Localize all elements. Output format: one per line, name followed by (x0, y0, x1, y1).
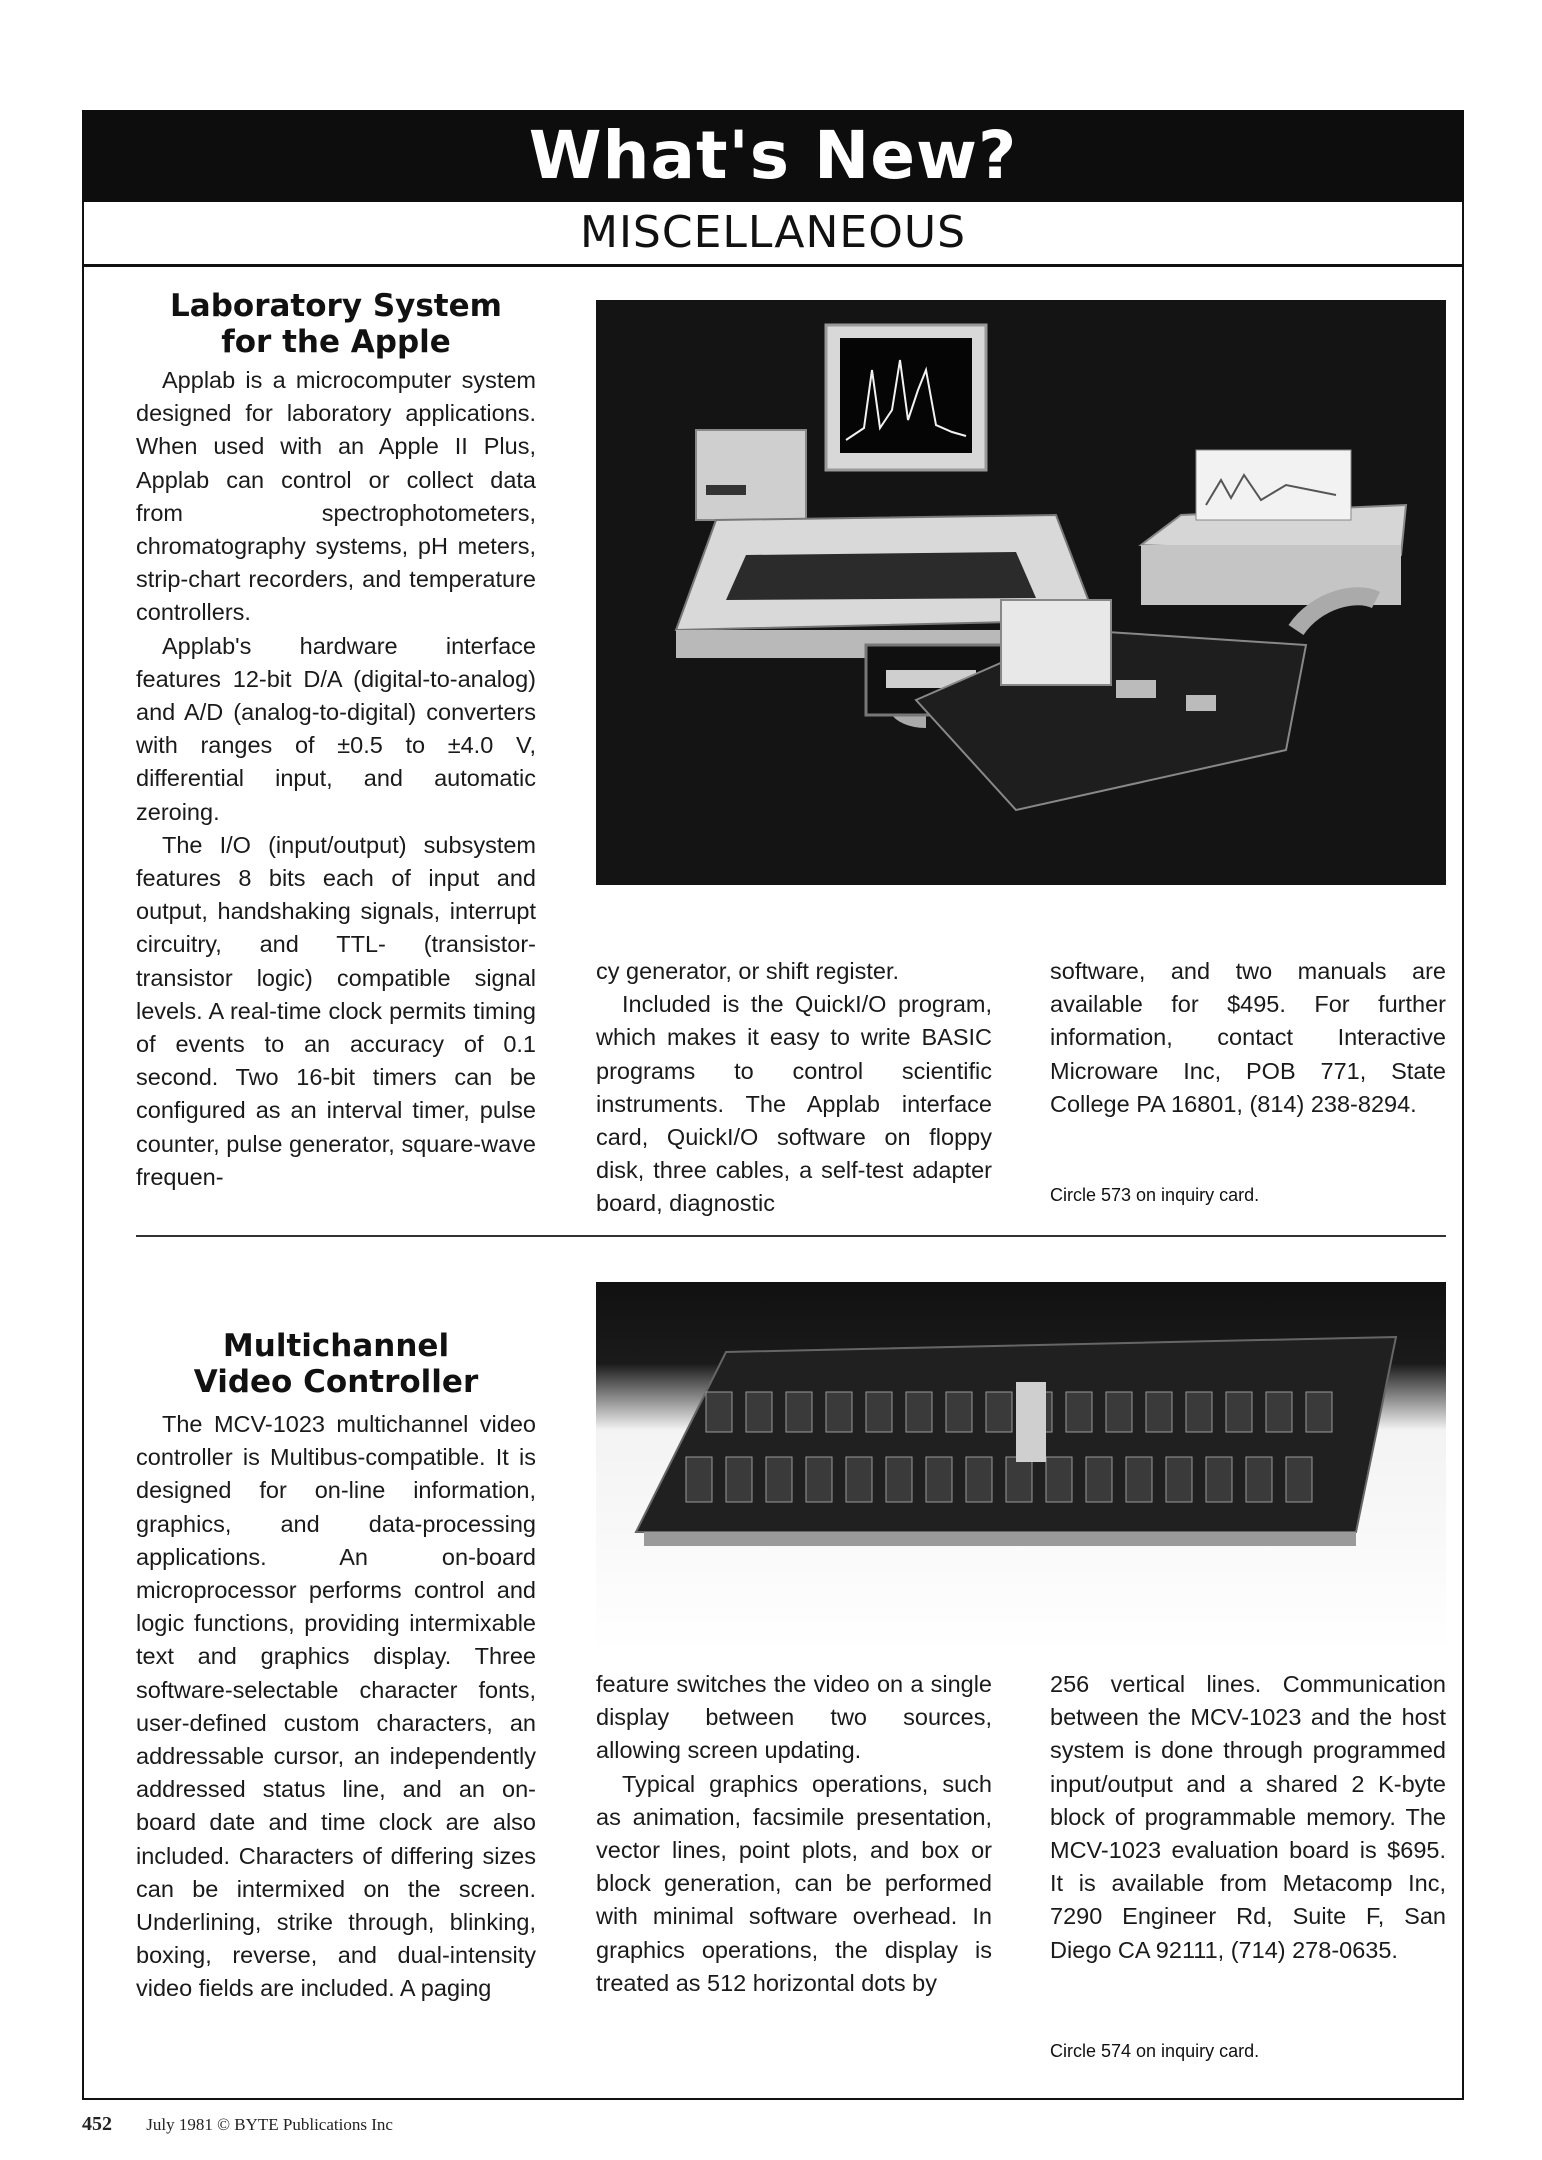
article2-headline-line1: Multichannel (222, 1328, 450, 1364)
article2-inquiry-note: Circle 574 on inquiry card. (1050, 2041, 1260, 2061)
article2-column-2 (596, 1668, 992, 2000)
article1-paragraph: Applab's hardware interface features 12-bit D/A (digital-to-analog) and A/D (analog-to-digital) converters with ranges of ±0.5 to ±4.0 V, differential input, and automatic zeroing. (136, 632, 536, 825)
article2-column-1 (136, 1408, 536, 2006)
article2-paragraph: feature switches the video on a single display between two sources, allowing screen updating. (596, 1671, 992, 1764)
page-banner: What's New? (82, 110, 1464, 202)
article1-headline (136, 288, 536, 360)
article1-paragraph: The I/O (input/output) subsystem features 8 bits each of input and output, handshaking signals, interrupt circuitry, and TTL- (transistor-transistor logic) compatible signal levels. A real-time clock permits timing of events to an accuracy of 0.1 second. Two 16-bit timers can be configured as an interval timer, pulse counter, pulse generator, square-wave frequen- (136, 831, 536, 1190)
article2-column-3 (1050, 1668, 1446, 1967)
board-photo-illustration (596, 1282, 1446, 1652)
article1-inquiry-note: Circle 573 on inquiry card. (1050, 1185, 1260, 1205)
article1-paragraph: cy generator, or shift register. (596, 958, 900, 984)
article2-paragraph: Typical graphics operations, such as animation, facsimile presentation, vector lines, point plots, and box or block generation, can be performed with minimal software overhead. In graphics operations, the display is treated as 512 horizontal dots by (596, 1770, 992, 1996)
article1-paragraph: Included is the QuickI/O program, which makes it easy to write BASIC programs to control scientific instruments. The Applab interface card, QuickI/O software on floppy disk, three cables, a self-test adapter board, diagnostic (596, 991, 992, 1217)
article1-headline-line2: for the Apple (221, 324, 451, 360)
section-label: MISCELLANEOUS (579, 207, 966, 258)
publication-credit: July 1981 © BYTE Publications Inc (146, 2115, 393, 2134)
article-divider (136, 1235, 1446, 1237)
page-footer (82, 2113, 393, 2136)
article1-headline-line1: Laboratory System (170, 288, 502, 324)
page-number: 452 (82, 2113, 112, 2135)
applab-photo-illustration (596, 300, 1446, 885)
article1-column-2 (596, 955, 992, 1221)
article2-headline-line2: Video Controller (193, 1364, 479, 1400)
video-controller-board-photo (596, 1282, 1446, 1652)
article2-paragraph: The MCV-1023 multichannel video controller is Multibus-compatible. It is designed for on-line information, graphics, and data-processing applications. An on-board microprocessor performs control and logic functions, providing intermixable text and graphics display. Three software-selectable character fonts, user-defined custom characters, an addressable cursor, an independently addressed status line, and an on-board date and time clock are also included. Characters of differing sizes can be intermixed on the screen. Underlining, strike through, blinking, boxing, reverse, and dual-intensity video fields are included. A paging (136, 1411, 536, 2002)
article1-paragraph: software, and two manuals are available for $495. For further information, contact Interactive Microware Inc, POB 771, State College PA 16801, (814) 238-8294. (1050, 958, 1446, 1117)
section-rule (82, 264, 1464, 267)
applab-system-photo (596, 300, 1446, 885)
article1-paragraph: Applab is a microcomputer system designed for laboratory applications. When used with an Apple II Plus, Applab can control or collect data from spectrophotometers, chromatography systems, pH meters, strip-chart recorders, and temperature controllers. (136, 367, 536, 626)
article2-headline (136, 1328, 536, 1400)
article1-column-3 (1050, 955, 1446, 1121)
article2-paragraph: 256 vertical lines. Communication between the MCV-1023 and the host system is done through programmed input/output and a shared 2 K-byte block of programmable memory. The MCV-1023 evaluation board is $695. It is available from Metacomp Inc, 7290 Engineer Rd, Suite F, San Diego CA 92111, (714) 278-0635. (1050, 1671, 1446, 1963)
article1-column-1 (136, 364, 536, 1194)
